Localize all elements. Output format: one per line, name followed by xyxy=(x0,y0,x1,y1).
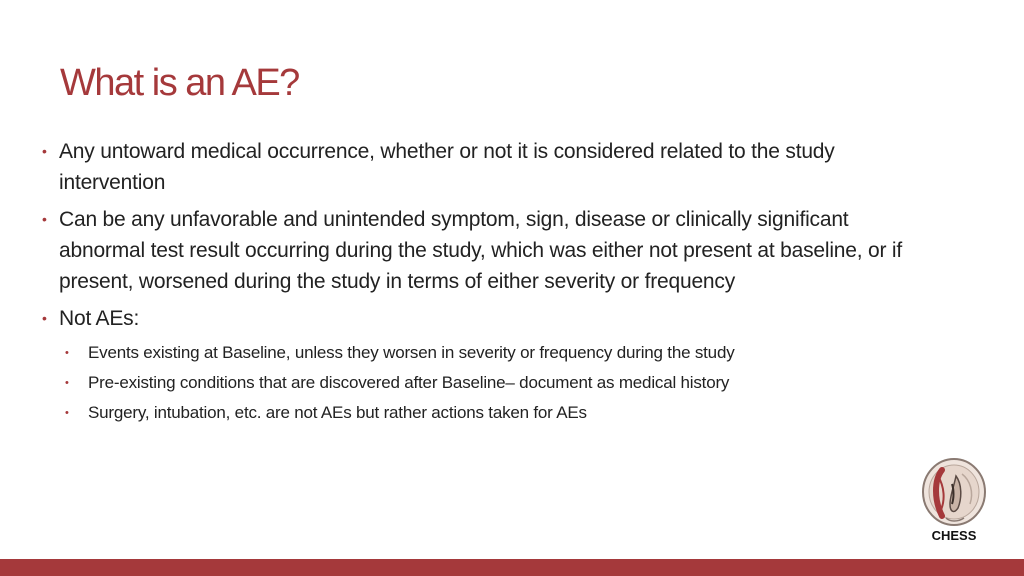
bullet-text: Can be any unfavorable and unintended symptom, sign, disease or clinically significant abnormal test result occurring during the study, which was either not present at baseline, or if present, worsened during the study in terms of either severity or frequency xyxy=(59,208,903,293)
slide-title: What is an AE? xyxy=(60,62,299,104)
bottom-accent-bar xyxy=(0,559,1024,576)
bullet-marker: • xyxy=(65,347,69,359)
bullet-marker: • xyxy=(42,143,47,159)
logo-text: CHESS xyxy=(931,528,977,543)
sub-bullet-item xyxy=(65,338,922,368)
sub-bullet-text: Events existing at Baseline, unless they worsen in severity or frequency during the study xyxy=(88,343,735,362)
bullet-marker: • xyxy=(65,377,69,389)
bullet-marker: • xyxy=(42,211,47,227)
bullet-item xyxy=(42,136,922,198)
bullet-marker: • xyxy=(42,310,47,326)
bullet-marker: • xyxy=(65,407,69,419)
sub-bullet-text: Surgery, intubation, etc. are not AEs but rather actions taken for AEs xyxy=(88,403,587,422)
sub-bullet-item xyxy=(65,368,922,398)
sub-bullet-list xyxy=(59,338,922,428)
bullet-text: Not AEs: xyxy=(59,307,140,330)
bullet-item xyxy=(42,303,922,428)
bullet-item xyxy=(42,204,922,297)
sub-bullet-item xyxy=(65,398,922,428)
bullet-list xyxy=(42,136,922,434)
sub-bullet-text: Pre-existing conditions that are discovered after Baseline– document as medical history xyxy=(88,373,730,392)
bullet-text: Any untoward medical occurrence, whether or not it is considered related to the study intervention xyxy=(59,140,835,194)
